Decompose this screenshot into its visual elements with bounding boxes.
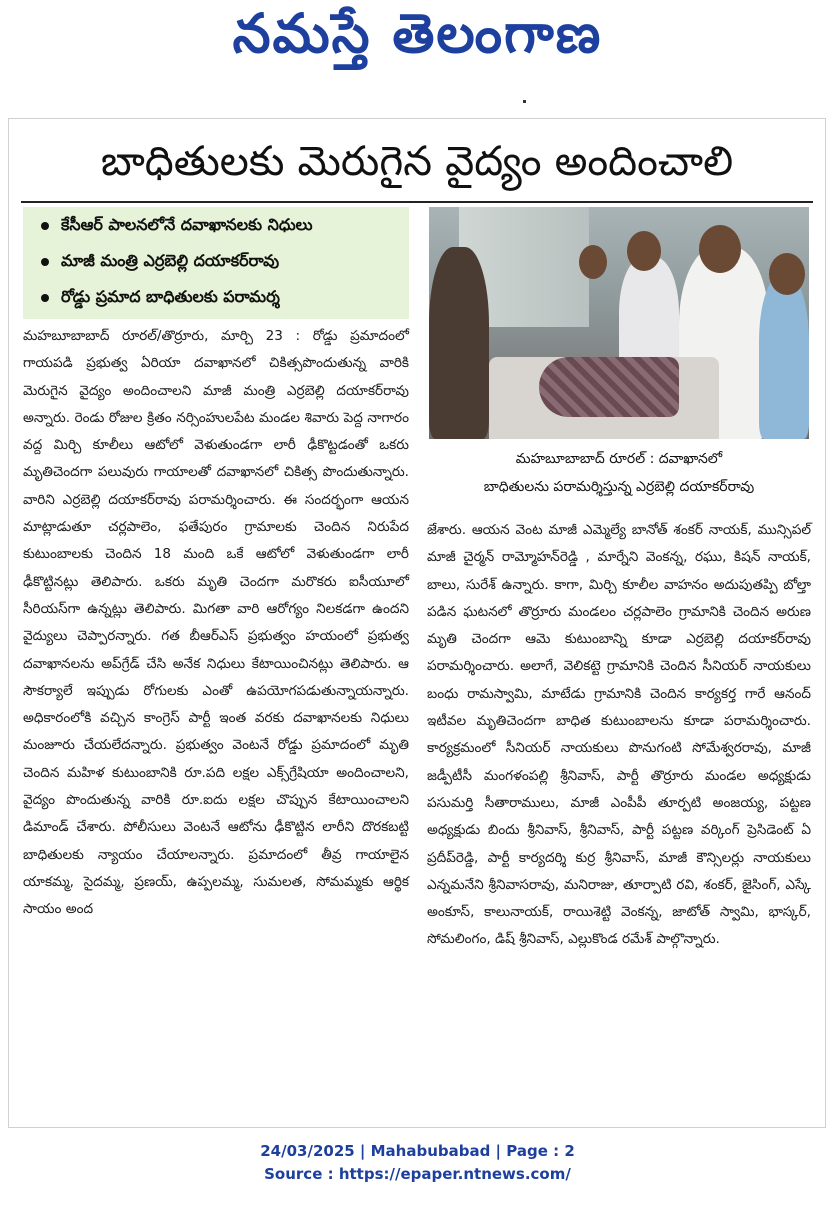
highlight-item: రోడ్డు ప్రమాద బాధితులకు పరామర్శ <box>41 287 280 310</box>
article-paragraph: జేశారు. ఆయన వెంట మాజీ ఎమ్మెల్యే బానోత్ శంకర్ నాయక్, మున్సిపల్ మాజీ చైర్మన్ రామ్మోహన్‌రెడ్డి , మార్నేని వెంకన్న, రఘు, కిషన్ నాయక్, బాలు, సురేశ్ ఉన్నారు. కాగా, మిర్చి కూలీల వాహనం అదుపుతప్పి బోల్తా పడిన ఘటనలో తొర్రూరు మండలం చర్లపాలెం గ్రామానికి చెందిన అరుణ మృతి చెందగా ఆమె కుటుంబాన్ని కూడా ఎర్రబెల్లి దయాకర్‌రావు పరామర్శించారు. అలాగే, వెలికట్టె గ్రామానికి చెందిన సీనియర్ నాయకులు బంధు రామస్వామి, మాటేడు గ్రామానికి చెందిన కార్యకర్త గారే ఆనంద్ ఇటీవల మృతిచెందగా బాధిత కుటుంబాలను కూడా పరామర్శించారు. కార్యక్రమంలో సీనియర్ నాయకులు పొనుగంటి సోమేశ్వరరావు, మాజీ జడ్పీటీసీ మంగళంపల్లి శ్రీనివాస్, పార్టీ తొర్రూరు మండల అధ్యక్షుడు పసుమర్తి సీతారాములు, మాజీ ఎంపీపీ తూర్పటి అంజయ్య, పట్టణ అధ్యక్షుడు బిందు శ్రీనివాస్, శ్రీనివాస్, పార్టీ పట్టణ వర్కింగ్ ప్రెసిడెంట్ ఏ ప్రదీప్‌రెడ్డి, పార్టీ కార్యదర్శి కుర్ర శ్రీనివాస్, మాజీ కౌన్సిలర్లు నాయకులు ఎన్నమనేని శ్రీనివాసరావు, మనిరాజు, తూర్పాటి రవి, శంకర్, జైసింగ్, ఎస్కే అంకూస్, కాలునాయక్, రాయిశెట్టి వెంకన్న, జాటోత్ స్వామి, భాస్కర్, సోమలింగం, డిష్ శ్రీనివాస్, ఎల్లుకొండ రమేశ్ పాల్గొన్నారు. <box>427 522 811 948</box>
news-photo <box>429 207 809 439</box>
bullet-icon <box>41 222 49 230</box>
headline-divider <box>21 201 813 203</box>
photo-caption: మహబూబాబాద్ రూరల్ : దవాఖానలో బాధితులను పరామర్శిస్తున్న ఎర్రబెల్లి దయాకర్‌రావు <box>483 451 755 495</box>
article-body-right-column <box>427 517 811 954</box>
highlights-box <box>23 207 409 319</box>
highlight-item: మాజీ మంత్రి ఎర్రబెల్లి దయాకర్‌రావు <box>41 251 279 274</box>
article-clipping <box>8 118 826 1128</box>
decorative-dot <box>523 100 526 103</box>
article-body-left-column <box>23 323 409 924</box>
article-paragraph: మహబూబాబాద్ రూరల్/తొర్రూరు, మార్చి 23 : రోడ్డు ప్రమాదంలో గాయపడి ప్రభుత్వ ఏరియా దవాఖానలో చికిత్సపొందుతున్న వారికి మెరుగైన వైద్యం అందించాలని మాజీ మంత్రి ఎర్రబెల్లి దయాకర్‌రావు అన్నారు. రెండు రోజుల క్రితం నర్సింహులపేట మండల శివారు పెద్ద నాగారం వద్ద మిర్చి కూలీలు ఆటోలో వెళుతుండగా లారీ ఢీకొట్టడంతో ఒకరు మృతిచెందగా పలువురు గాయాలతో దవాఖానలో చికిత్స పొందుతున్నారు. వారిని ఎర్రబెల్లి దయాకర్‌రావు పరామర్శించారు. ఈ సందర్భంగా ఆయన మాట్లాడుతూ చర్లపాలెం, ఫతేపురం గ్రామాలకు చెందిన నిరుపేద కుటుంబాలకు చెందిన 18 మంది ఒకే ఆటోలో వెళుతుండగా లారీ ఢీకొట్టినట్లు తెలిపారు. ఒకరు మృతి చెందగా మరొకరు ఐసీయూలో సీరియస్‌గా ఉన్నట్లు తెలిపారు. మిగతా వారి ఆరోగ్యం నిలకడగా ఉందని వైద్యులు చెప్పారన్నారు. గత బీఆర్‌ఎస్ ప్రభుత్వం హయంలో ప్రభుత్వ దవాఖానలను అప్‌గ్రేడ్ చేసి అనేక నిధులు కేటాయించినట్లు తెలిపారు. ఆ సౌకర్యాలే ఇప్పుడు రోగులకు ఎంతో ఉపయోగపడుతున్నాయన్నారు. అధికారంలోకి వచ్చిన కాంగ్రెస్ పార్టీ ఇంత వరకు దవాఖానలకు నిధులు మంజూరు చేయలేదన్నారు. ప్రభుత్వం వెంటనే రోడ్డు ప్రమాదంలో మృతి చెందిన మహిళ కుటుంబానికి రూ.పది లక్షల ఎక్స్‌గ్రేషియా అందించాలని, వైద్యం పొందుతున్న వారికి రూ.ఐదు లక్షల చొప్పున కేటాయించాలని డిమాండ్ చేశారు. పోలీసులు వెంటనే ఆటోను ఢీకొట్టిన లారీని దొరకబట్టి బాధితులకు న్యాయం చేయాలన్నారు. ప్రమాదంలో తీవ్ర గాయాలైన యాకమ్మ, సైదమ్మ, ప్రణయ్, ఉప్పలమ్మ, సుమలత, సోమమ్మకు ఆర్థిక సాయం అంద <box>23 328 409 918</box>
bullet-icon <box>41 258 49 266</box>
masthead <box>0 0 835 82</box>
newspaper-logo: నమస్తే తెలంగాణ <box>232 2 603 65</box>
page-footer <box>0 1140 835 1186</box>
highlight-item: కేసీఆర్ పాలనలోనే దవాఖానలకు నిధులు <box>41 215 313 238</box>
edition-info: 24/03/2025 | Mahabubabad | Page : 2 <box>260 1142 575 1160</box>
bullet-icon <box>41 294 49 302</box>
article-headline: బాధితులకు మెరుగైన వైద్యం అందించాలి <box>100 137 734 185</box>
source-link[interactable]: Source : https://epaper.ntnews.com/ <box>264 1165 571 1183</box>
